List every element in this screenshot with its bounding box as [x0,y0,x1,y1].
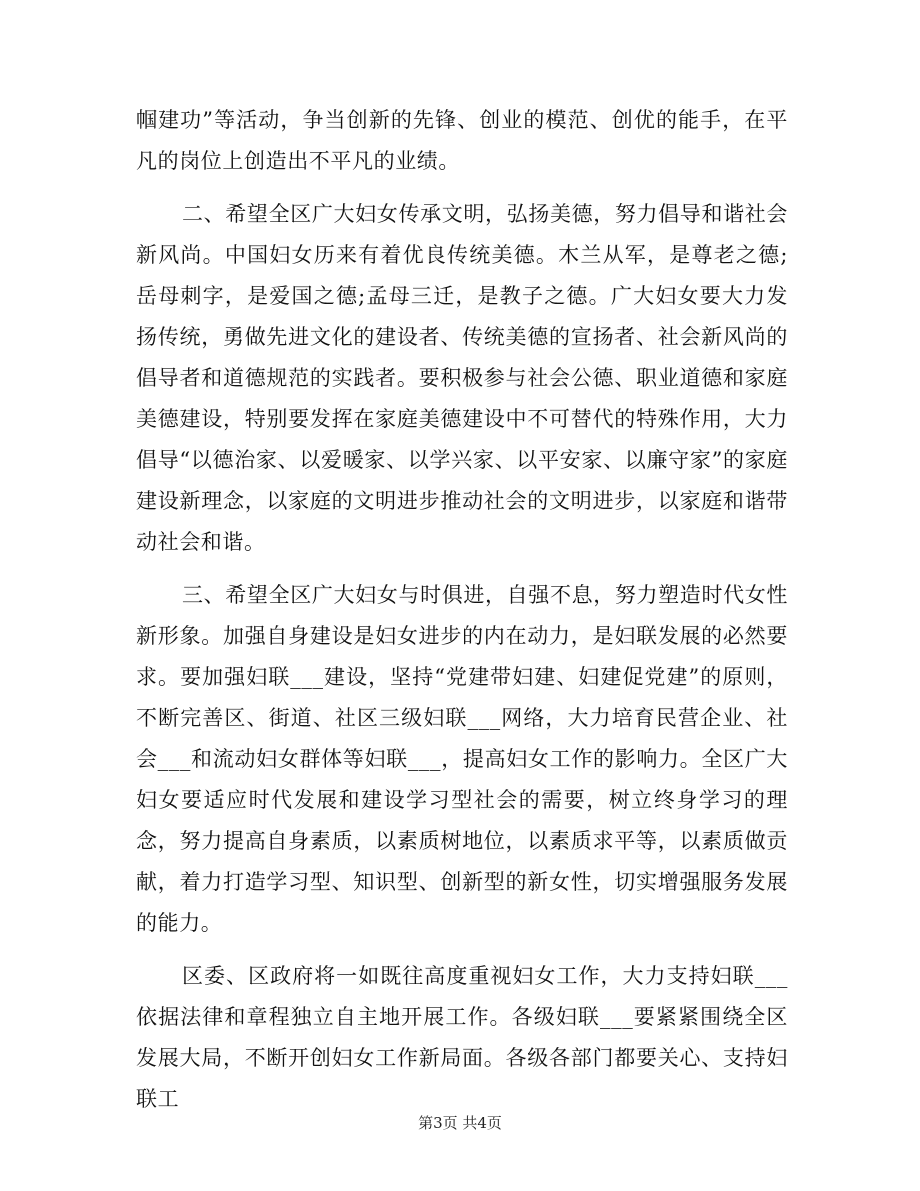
paragraph-continued: 帼建功”等活动，争当创新的先锋、创业的模范、创优的能手，在平凡的岗位上创造出不平凡的业绩。 [136,108,788,173]
paragraph-section-three: 三、希望全区广大妇女与时俱进，自强不息，努力塑造时代女性新形象。加强自身建设是妇女进步的内在动力，是妇联发展的必然要求。要加强妇联___建设，坚持“党建带妇建、妇建促党建”的原则，不断完善区、街道、社区三级妇联___网络，大力培育民营企业、社会___和流动妇女群体等妇联___，提高妇女工作的影响力。全区广大妇女要适应时代发展和建设学习型社会的需要，树立终身学习的理念，努力提高自身素质，以素质树地位，以素质求平等，以素质做贡献，着力打造学习型、知识型、创新型的新女性，切实增强服务发展的能力。 [136,583,788,935]
paragraph-section-two: 二、希望全区广大妇女传承文明，弘扬美德，努力倡导和谐社会新风尚。中国妇女历来有着优良传统美德。木兰从军，是尊老之德;岳母刺字，是爱国之德;孟母三迁，是教子之德。广大妇女要大力发扬传统，勇做先进文化的建设者、传统美德的宣扬者、社会新风尚的倡导者和道德规范的实践者。要积极参与社会公德、职业道德和家庭美德建设，特别要发挥在家庭美德建设中不可替代的特殊作用，大力倡导“以德治家、以爱暖家、以学兴家、以平安家、以廉守家”的家庭建设新理念，以家庭的文明进步推动社会的文明进步，以家庭和谐带动社会和谐。 [136,202,788,554]
page-number-footer: 第3页 共4页 [418,1114,502,1132]
paragraph-closing: 区委、区政府将一如既往高度重视妇女工作，大力支持妇联___依据法律和章程独立自主地开展工作。各级妇联___要紧紧围绕全区发展大局，不断开创妇女工作新局面。各级各部门都要关心、支持妇联工 [136,964,788,1111]
document-body [136,100,788,1120]
